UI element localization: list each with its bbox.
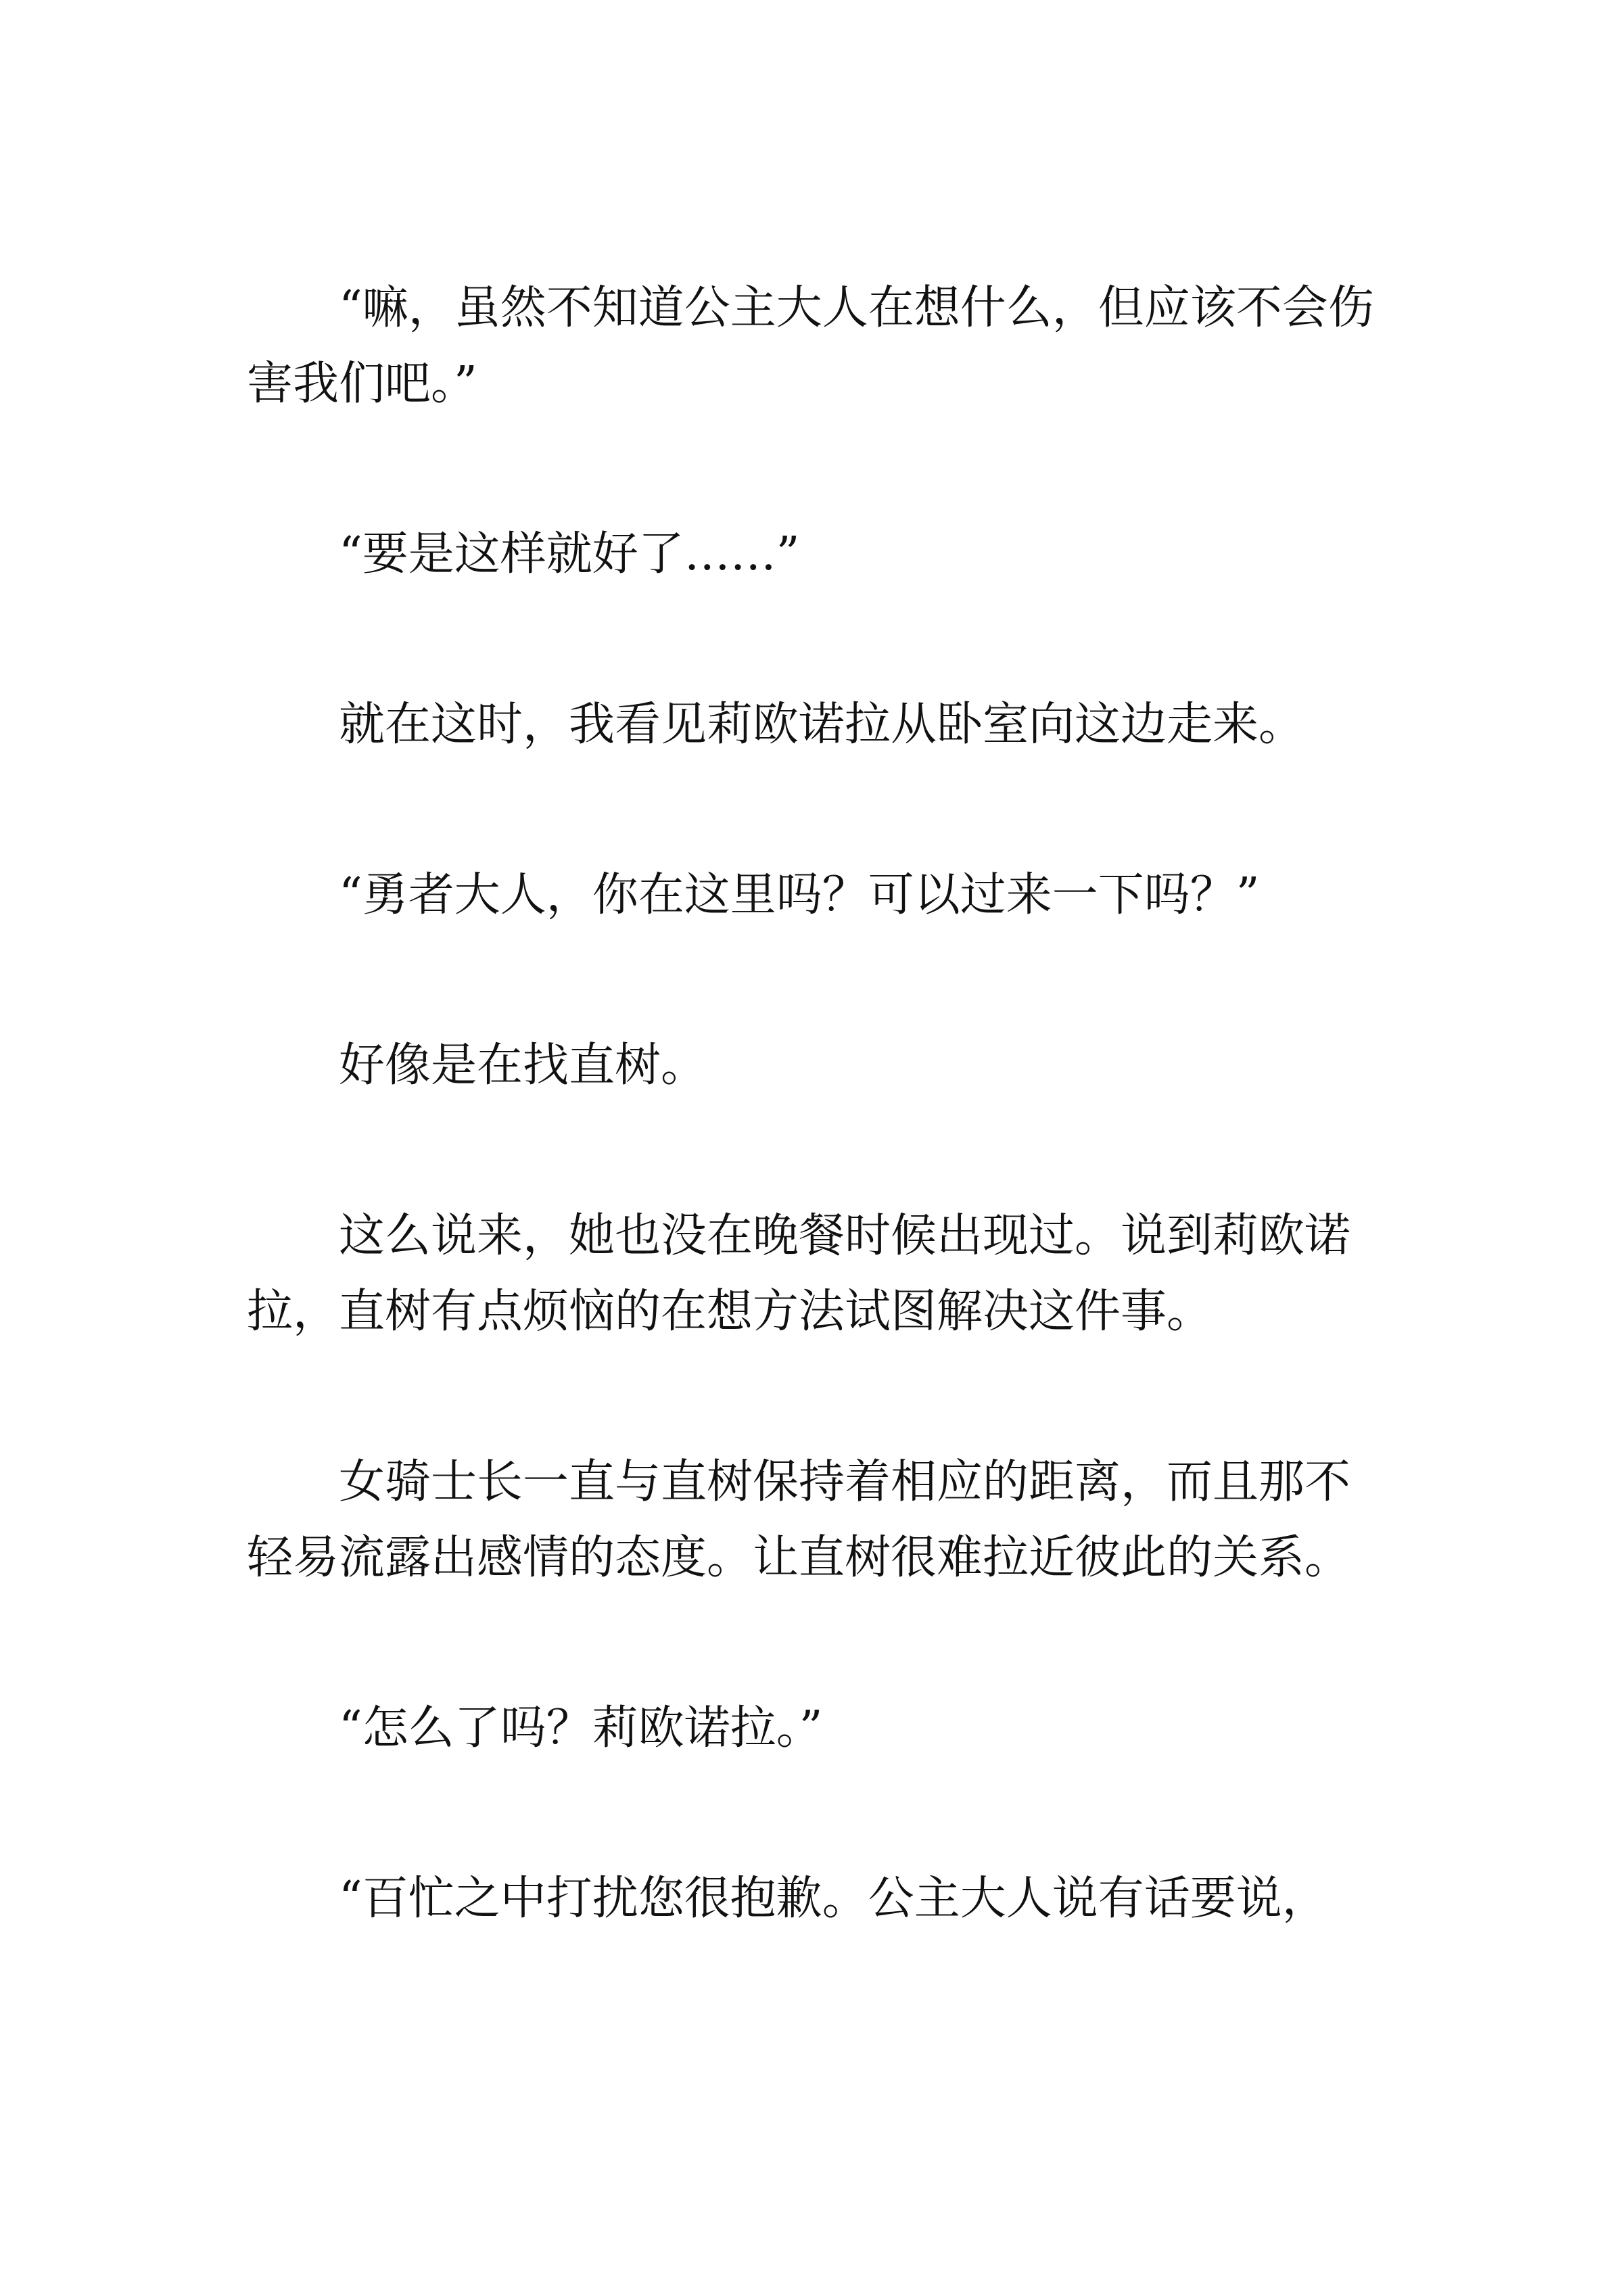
paragraph-5: 好像是在找直树。 [339,1039,707,1092]
paragraph-4: “勇者大人，你在这里吗？可以过来一下吗？” [339,868,1260,922]
paragraph-6: 这么说来，她也没在晚餐时候出现过。说到莉欧诺拉，直树有点烦恼的在想方法试图解决这件事。 [247,1209,1351,1338]
paragraph-1: “嘛，虽然不知道公主大人在想什么，但应该不会伤害我们吧。” [247,281,1374,411]
paragraph-2: “要是这样就好了……” [339,528,800,581]
paragraph-3: 就在这时，我看见莉欧诺拉从卧室向这边走来。 [339,698,1305,751]
paragraph-7: 女骑士长一直与直树保持着相应的距离，而且那不轻易流露出感情的态度。让直树很难拉近彼此的关系。 [247,1455,1351,1585]
paragraph-8: “怎么了吗？莉欧诺拉。” [339,1702,823,1755]
paragraph-9: “百忙之中打扰您很抱歉。公主大人说有话要说， [339,1872,1328,1925]
page-body-text [247,271,1383,2032]
